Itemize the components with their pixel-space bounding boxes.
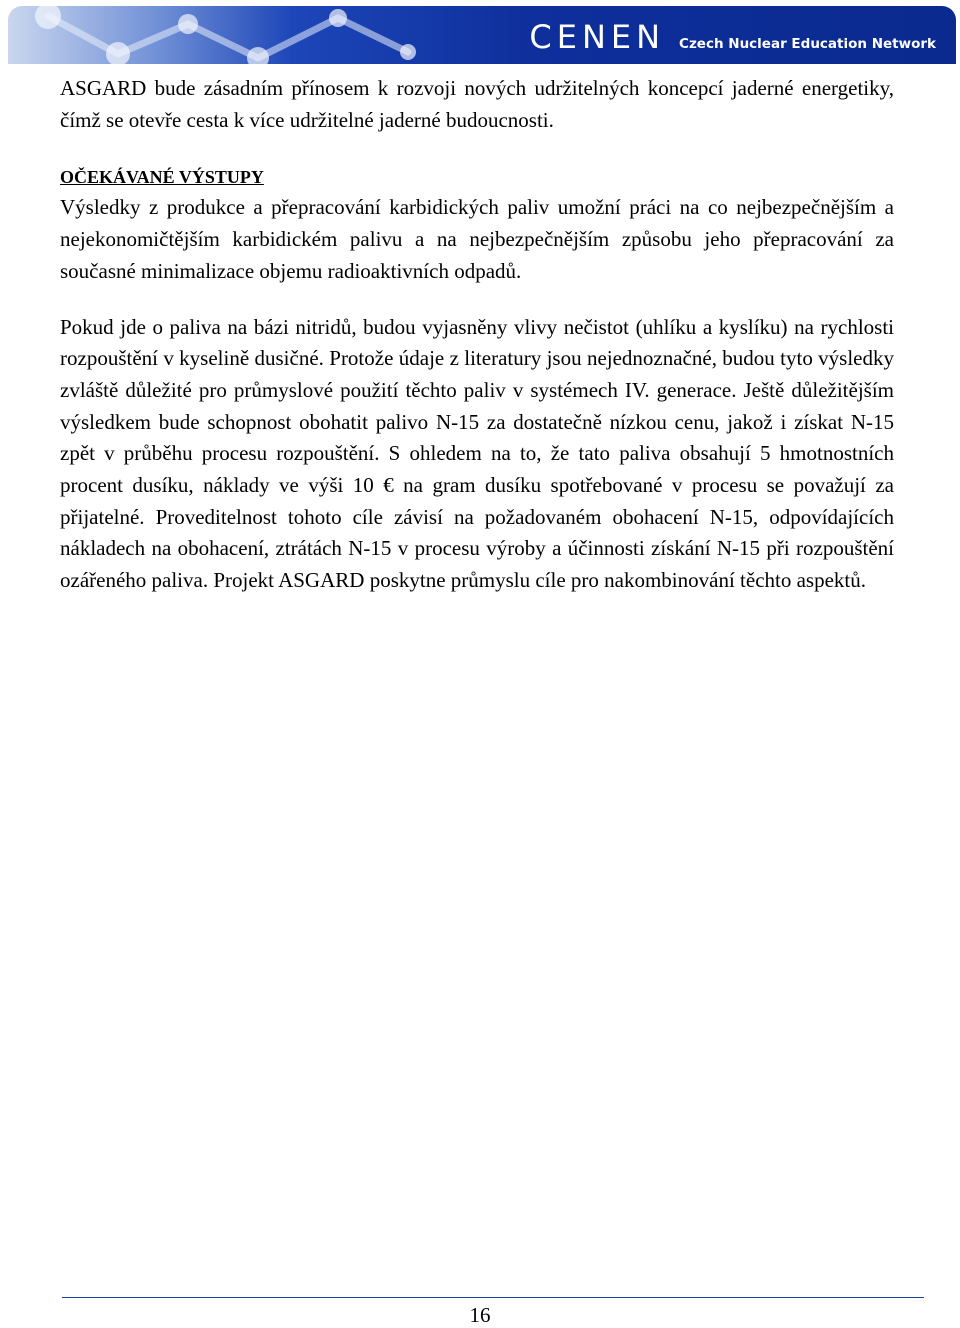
results-paragraph: Výsledky z produkce a přepracování karbidických paliv umožní práci na co nejbezpečnějším a nejekonomičtějším karbidickém palivu a na nejbezpečnějším způsobu jeho přepracování za současné minimalizace objemu radioaktivních odpadů. — [60, 195, 894, 283]
header-banner — [8, 6, 956, 64]
document-body — [60, 73, 894, 597]
nitrides-paragraph: Pokud jde o paliva na bázi nitridů, budou vyjasněny vlivy nečistot (uhlíku a kyslíku) na rychlosti rozpouštění v kyselině dusičné. Protože údaje z literatury jsou nejednoznačné, budou tyto výsledky zvláště důležité pro průmyslové použití těchto paliv v systémech IV. generace. Ještě důležitějším výsledkem bude schopnost obohatit palivo N-15 za dostatečně nízkou cenu, jakož i získat N-15 zpět v průběhu procesu rozpouštění. S ohledem na to, že tato paliva obsahují 5 hmotnostních procent dusíku, náklady ve výši 10 € na gram dusíku spotřebované v procesu se považují za přijatelné. Proveditelnost tohoto cíle závisí na požadovaném obohacení N-15, odpovídajících nákladech na obohacení, ztrátách N-15 v procesu výroby a účinnosti získání N-15 při rozpouštění ozářeného paliva. Projekt ASGARD poskytne průmyslu cíle pro nakombinování těchto aspektů. — [60, 314, 894, 593]
brand-tagline: Czech Nuclear Education Network — [679, 36, 936, 52]
intro-paragraph: ASGARD bude zásadním přínosem k rozvoji nových udržitelných koncepcí jaderné energetiky, čímž se otevře cesta k více udržitelné jaderné budoucnosti. — [60, 76, 894, 132]
section-heading: OČEKÁVANÉ VÝSTUPY — [60, 167, 264, 188]
footer-rule — [62, 1297, 924, 1298]
cenen-logo: CENEN — [529, 18, 666, 56]
brand — [529, 20, 936, 54]
page-number: 16 — [469, 1303, 491, 1327]
